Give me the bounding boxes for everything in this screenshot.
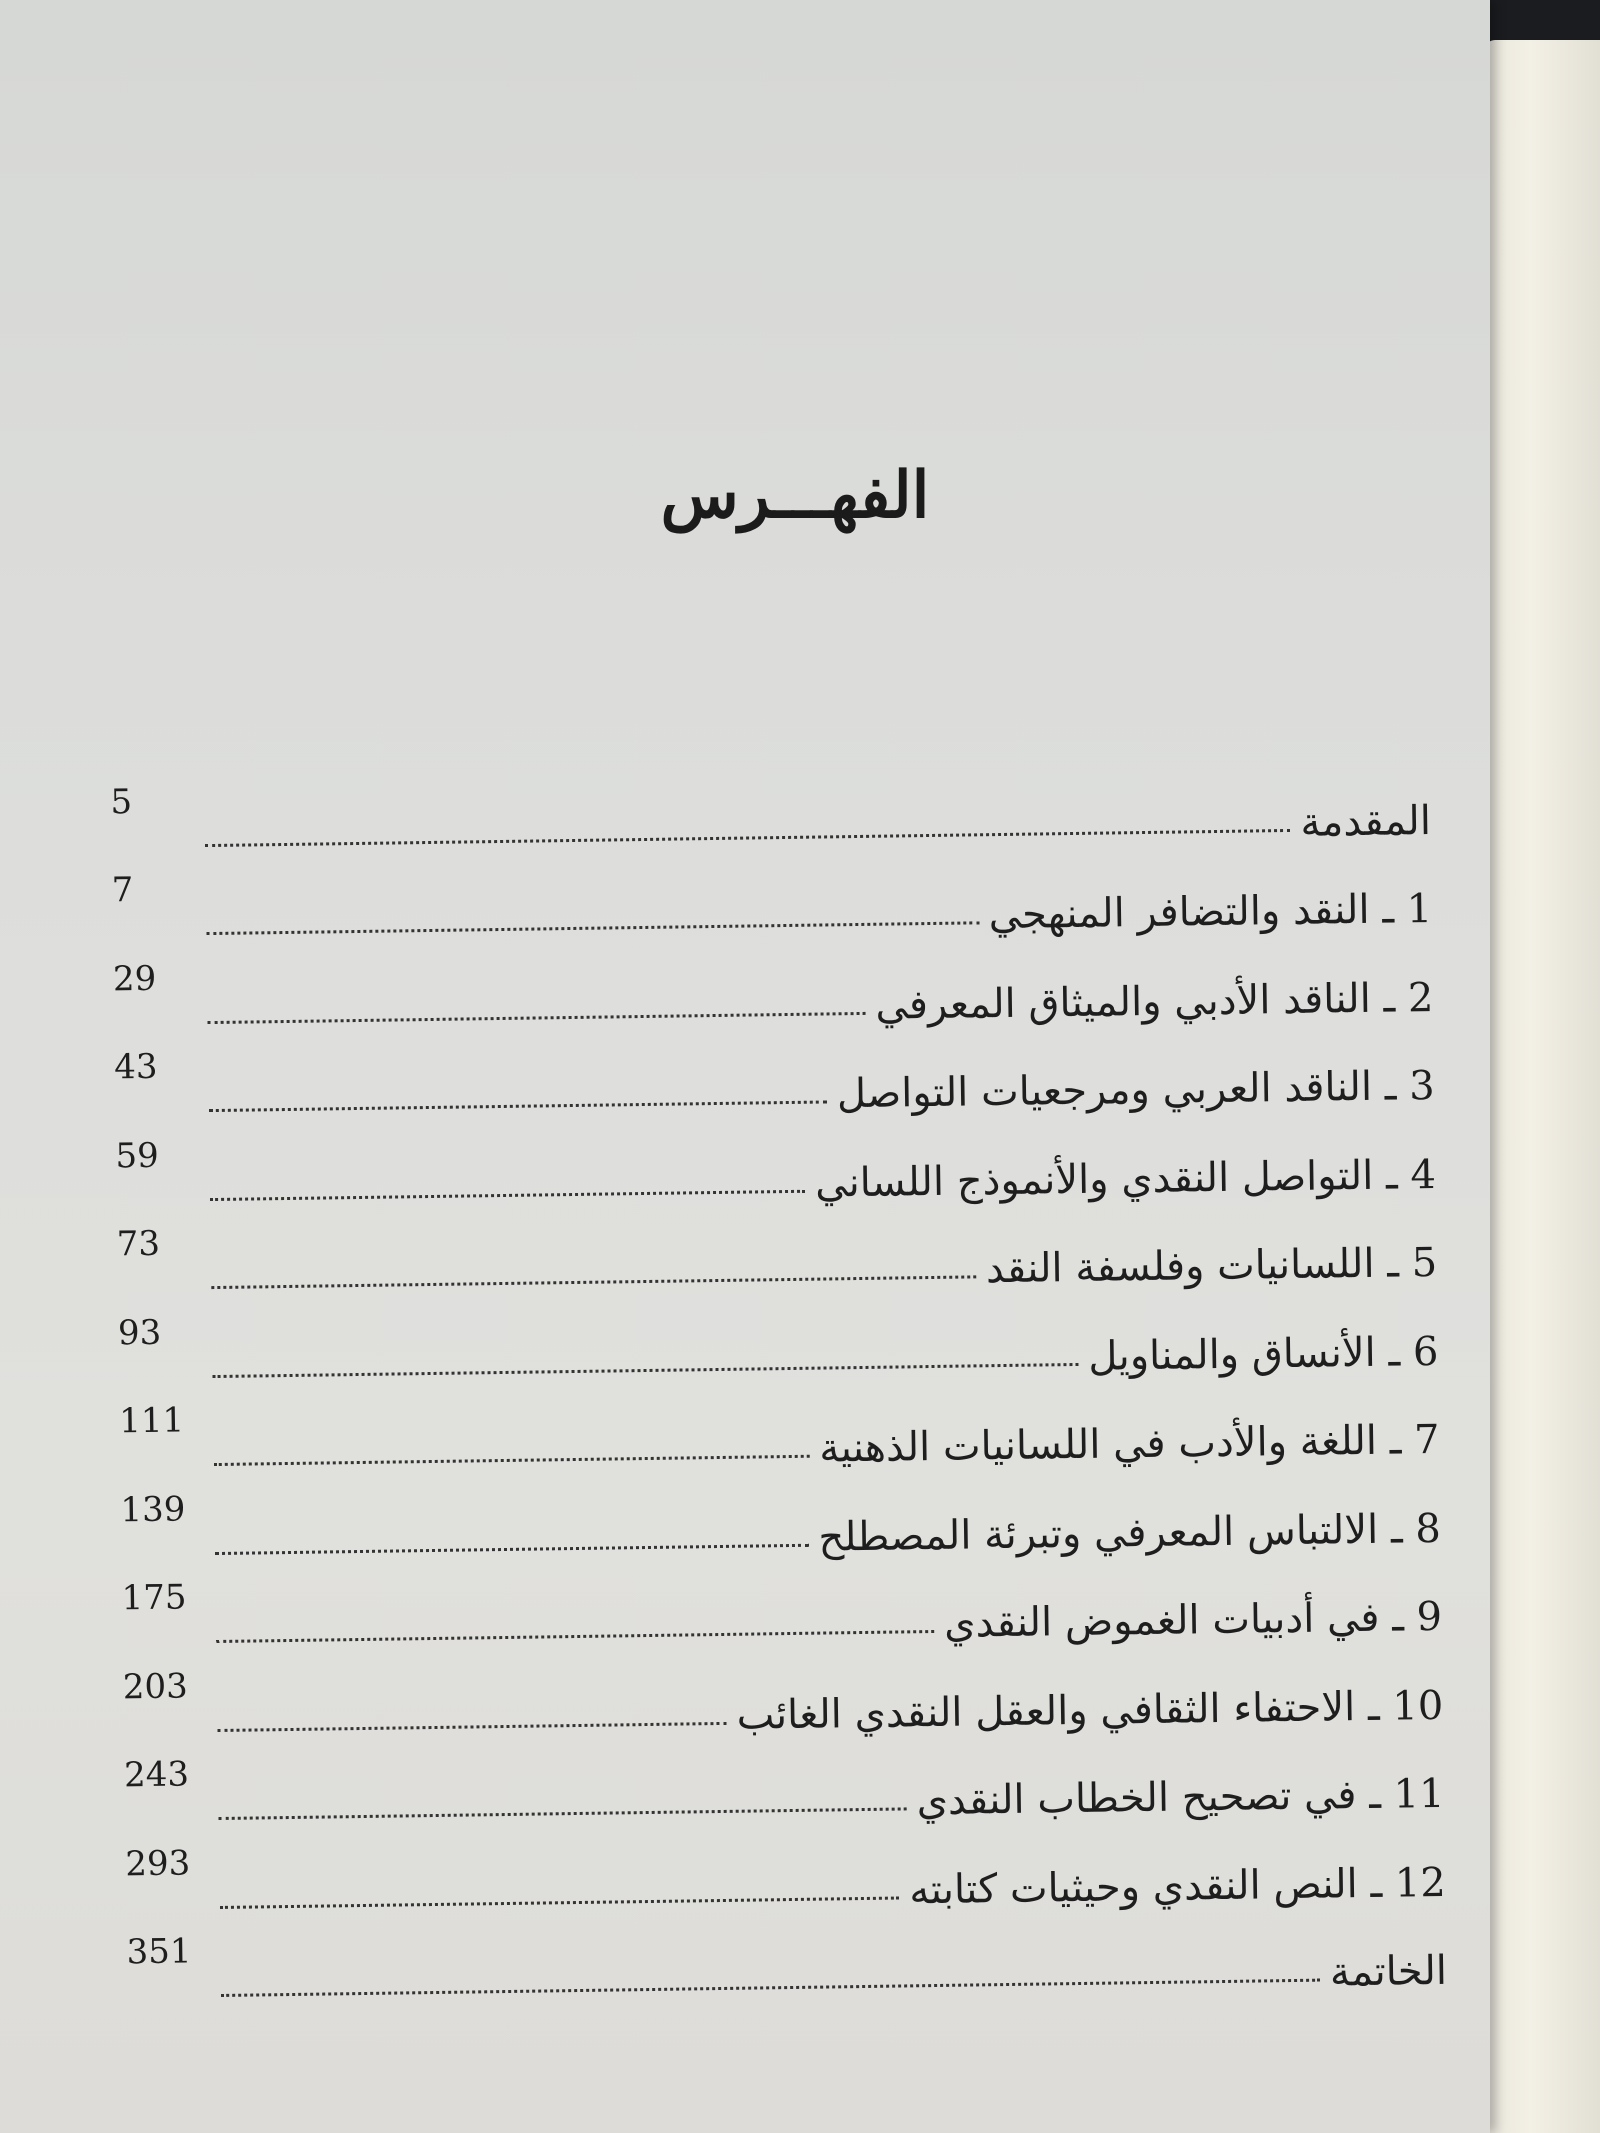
toc-entry-page: 73 — [116, 1223, 161, 1265]
toc-entry-title: 11 ـ في تصحيح الخطاب النقدي — [916, 1770, 1445, 1825]
toc-entry-page: 175 — [121, 1577, 187, 1619]
toc-entry-title: 1 ـ النقد والتضافر المنهجي — [988, 885, 1433, 939]
toc-entry-page: 5 — [110, 781, 133, 822]
toc-entry-page: 111 — [118, 1400, 185, 1442]
dot-leader — [217, 1721, 726, 1731]
toc-entry-page: 59 — [115, 1135, 160, 1176]
toc-entry-title: الخاتمة — [1329, 1947, 1448, 1996]
toc-entry-title: 3 ـ الناقد العربي ومرجعيات التواصل — [836, 1062, 1435, 1118]
toc-entry-title: المقدمة — [1300, 797, 1432, 846]
dot-leader — [221, 1979, 1320, 1997]
toc-entry-title: 6 ـ الأنساق والمناويل — [1088, 1328, 1439, 1380]
dot-leader — [213, 1362, 1079, 1377]
dot-leader — [210, 1189, 805, 1200]
toc-entry-title: 2 ـ الناقد الأدبي والميثاق المعرفي — [875, 974, 1434, 1029]
toc-entry-title: 9 ـ في أدبيات الغموض النقدي — [943, 1593, 1443, 1647]
toc-entry-page: 43 — [113, 1046, 158, 1088]
dot-leader — [211, 1275, 976, 1289]
toc-entry-page: 351 — [126, 1931, 192, 1973]
toc-entry-page: 139 — [120, 1488, 186, 1530]
toc-entry-title: 5 ـ اللسانيات وفلسفة النقد — [985, 1239, 1438, 1293]
toc-entry-title: 8 ـ الالتباس المعرفي وتبرئة المصطلح — [818, 1505, 1442, 1561]
toc-entry-page: 293 — [125, 1842, 191, 1884]
toc-entry-conclusion — [126, 1905, 1447, 2012]
dot-leader — [209, 1100, 827, 1112]
dot-leader — [205, 828, 1290, 846]
toc-entry-page: 93 — [117, 1312, 162, 1353]
dot-leader — [214, 1455, 810, 1466]
toc-entry-page: 243 — [123, 1754, 190, 1796]
table-of-contents — [110, 755, 1447, 2012]
toc-entry-page: 7 — [111, 870, 134, 911]
dot-leader — [206, 921, 978, 935]
book-page-edges — [1485, 40, 1600, 2133]
toc-entry-page: 203 — [122, 1665, 189, 1707]
toc-entry-title: 4 ـ التواصل النقدي والأنموذج اللساني — [814, 1151, 1437, 1207]
toc-entry-title: 10 ـ الاحتفاء الثقافي والعقل النقدي الغائب — [736, 1682, 1444, 1739]
dot-leader — [215, 1543, 809, 1554]
dot-leader — [216, 1630, 934, 1643]
dot-leader — [219, 1807, 907, 1820]
dot-leader — [220, 1896, 899, 1908]
toc-entry-title: 12 ـ النص النقدي وحيثيات كتابته — [908, 1859, 1447, 1913]
toc-entry-title: 7 ـ اللغة والأدب في اللسانيات الذهنية — [818, 1416, 1440, 1472]
dot-leader — [208, 1011, 866, 1023]
page-title: الفهـــرس — [660, 458, 930, 533]
toc-entry-page: 29 — [112, 958, 157, 999]
